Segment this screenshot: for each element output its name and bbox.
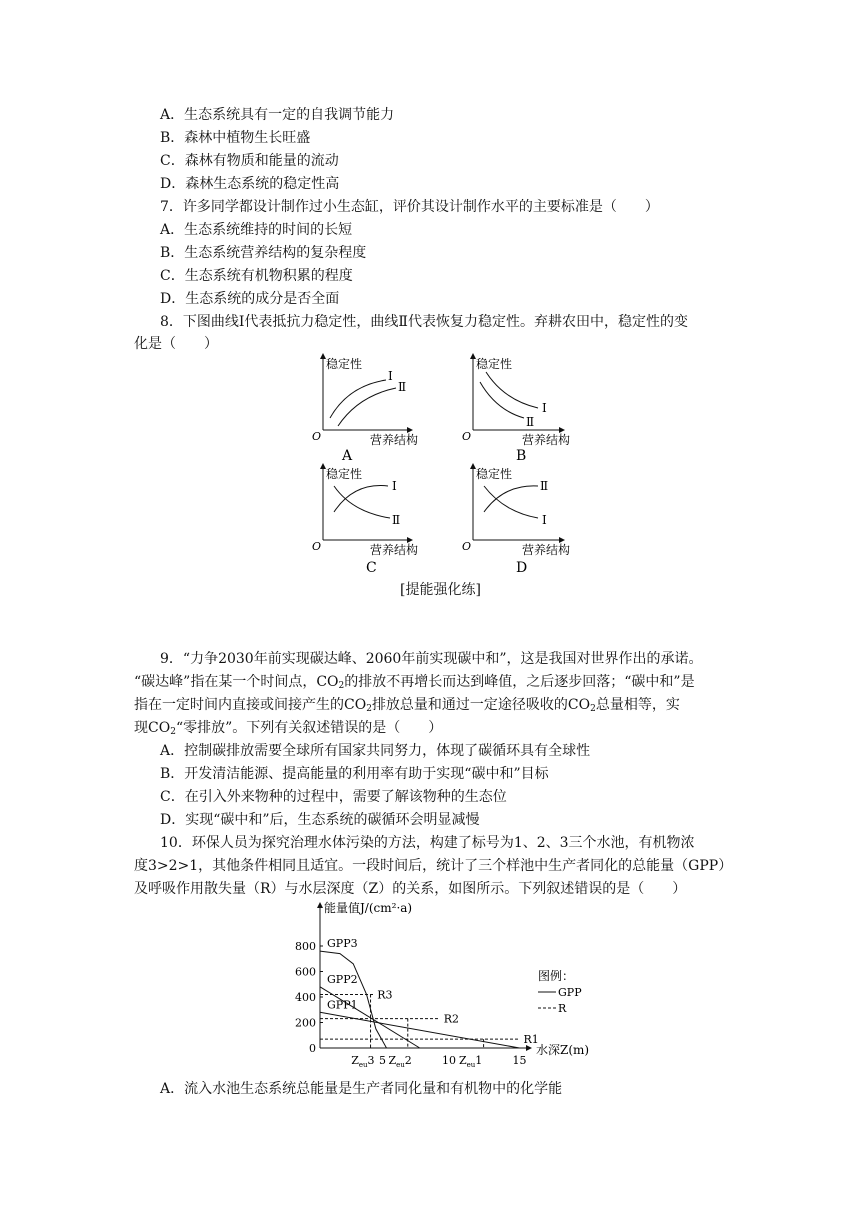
legend-label-r: R bbox=[558, 1002, 567, 1015]
graph-caption-a: A bbox=[342, 448, 353, 464]
graph-c-xlabel: 营养结构 bbox=[370, 543, 419, 557]
y-tick-label: 200 bbox=[295, 1016, 316, 1030]
q8-stem-line2: 化是（ ） bbox=[134, 336, 218, 352]
q9-line1: 9．“力争2030年前实现碳达峰、2060年前实现碳中和”，这是我国对世界作出的承诺。 bbox=[160, 651, 703, 667]
graph-a-curve1 bbox=[330, 380, 386, 418]
graph-a-label2: Ⅱ bbox=[398, 380, 407, 394]
y-axis-arrow bbox=[317, 902, 323, 908]
label-r1: R1 bbox=[523, 1033, 539, 1047]
q8-graphs bbox=[300, 352, 600, 574]
graph-d-curve2 bbox=[484, 486, 538, 512]
x-tick-label: 5 bbox=[379, 1054, 386, 1067]
x-axis-label: 水深Z(m) bbox=[536, 1043, 590, 1057]
graph-d-ylabel: 稳定性 bbox=[476, 467, 513, 481]
label-gpp3: GPP3 bbox=[327, 937, 358, 951]
series-gpp1 bbox=[320, 1012, 520, 1048]
q10-line3: 及呼吸作用散失量（R）与水层深度（Z）的关系，如图所示。下列叙述错误的是（ ） bbox=[134, 881, 687, 897]
graph-d-label1: Ⅰ bbox=[542, 513, 547, 527]
q10-line1: 10．环保人员为探究治理水体污染的方法，构建了标号为1、2、3三个水池，有机物浓 bbox=[160, 835, 695, 851]
graph-a-xlabel: 营养结构 bbox=[370, 433, 419, 447]
graph-b-label1: Ⅰ bbox=[542, 401, 547, 415]
graph-b-origin: O bbox=[462, 430, 472, 443]
legend-label-gpp: GPP bbox=[558, 986, 582, 999]
q9-option-c: C．在引入外来物种的过程中，需要了解该物种的生态位 bbox=[160, 789, 507, 805]
q6-option-a: A．生态系统具有一定的自我调节能力 bbox=[160, 107, 395, 123]
graph-b-label2: Ⅱ bbox=[526, 415, 535, 429]
graph-c-ylabel: 稳定性 bbox=[326, 467, 363, 481]
graph-b-ylabel: 稳定性 bbox=[476, 357, 513, 371]
graph-c-label1: Ⅰ bbox=[392, 479, 397, 493]
y-tick-label: 0 bbox=[309, 1042, 316, 1055]
q9-line2: “碳达峰”指在某一个时间点，$CO_2$的排放不再增长而达到峰值，之后逐步回落；“碳中和”是 bbox=[134, 674, 695, 691]
label-r3: R3 bbox=[377, 988, 393, 1002]
zeu-label: $Z_{eu}3$ bbox=[351, 1054, 375, 1069]
q7-option-b: B．生态系统营养结构的复杂程度 bbox=[160, 245, 367, 261]
graph-a-origin: O bbox=[312, 430, 322, 443]
q6-option-b: B．森林中植物生长旺盛 bbox=[160, 130, 311, 146]
q9-line4: 现$CO_2“$零排放”。下列有关叙述错误的是（ ） bbox=[134, 720, 443, 737]
graph-b-curve1 bbox=[486, 372, 538, 408]
q7-stem: 7．许多同学都设计制作过小生态缸，评价其设计制作水平的主要标准是（ ） bbox=[160, 199, 659, 215]
section-title: [提能强化练] bbox=[400, 582, 481, 598]
graph-a-ylabel: 稳定性 bbox=[326, 357, 363, 371]
graph-caption-c: C bbox=[366, 560, 377, 574]
q9-option-a: A．控制碳排放需要全球所有国家共同努力，体现了碳循环具有全球性 bbox=[160, 743, 591, 759]
graph-d-label2: Ⅱ bbox=[540, 479, 549, 493]
x-tick-label: 10 bbox=[442, 1054, 456, 1067]
q7-option-c: C．生态系统有机物积累的程度 bbox=[160, 268, 353, 284]
q10-line2: 度3>2>1，其他条件相同且适宜。一段时间后，统计了三个样池中生产者同化的总能量（GPP） bbox=[134, 858, 733, 874]
graph-d-origin: O bbox=[462, 540, 472, 553]
graph-c-label2: Ⅱ bbox=[392, 513, 401, 527]
graph-a bbox=[312, 356, 418, 447]
graph-a-curve2 bbox=[338, 388, 396, 426]
graph-caption-b: B bbox=[516, 448, 527, 464]
q9-option-b: B．开发清洁能源、提高能量的利用率有助于实现“碳中和”目标 bbox=[160, 766, 549, 782]
q8-stem-line1: 8．下图曲线Ⅰ代表抵抗力稳定性，曲线Ⅱ代表恢复力稳定性。弃耕农田中，稳定性的变 bbox=[160, 314, 688, 330]
q6-option-d: D．森林生态系统的稳定性高 bbox=[160, 176, 340, 192]
x-tick-label: 15 bbox=[512, 1054, 527, 1067]
y-tick-label: 400 bbox=[295, 991, 316, 1004]
series-gpp2 bbox=[320, 987, 420, 1048]
graph-c-curve1 bbox=[334, 486, 388, 512]
q9-line3: 指在一定时间内直接或间接产生的$CO_2$排放总量和通过一定途径吸收的$CO_2$总量相等，实 bbox=[134, 697, 680, 714]
zeu-label: $Z_{eu}1$ bbox=[458, 1054, 483, 1069]
q10-option-a: A．流入水池生态系统总能量是生产者同化量和有机物中的化学能 bbox=[160, 1081, 563, 1097]
y-tick-label: 800 bbox=[295, 940, 316, 953]
q9-option-d: D．实现“碳中和”后，生态系统的碳循环会明显减慢 bbox=[160, 812, 480, 828]
q7-option-d: D．生态系统的成分是否全面 bbox=[160, 291, 340, 307]
label-gpp1: GPP1 bbox=[327, 998, 358, 1012]
zeu-label: $Z_{eu}2$ bbox=[388, 1054, 412, 1069]
y-axis-label: 能量值J/(cm²·a) bbox=[324, 901, 413, 915]
y-tick-label: 600 bbox=[295, 965, 316, 979]
graph-a-label1: Ⅰ bbox=[388, 369, 393, 383]
q7-option-a: A．生态系统维持的时间的长短 bbox=[160, 222, 353, 238]
graph-c-origin: O bbox=[312, 540, 322, 553]
energy-chart bbox=[290, 898, 620, 1074]
graph-b-curve2 bbox=[480, 382, 524, 418]
q6-option-c: C．森林有物质和能量的流动 bbox=[160, 153, 339, 169]
legend-title: 图例： bbox=[538, 969, 575, 983]
label-r2: R2 bbox=[443, 1012, 459, 1026]
graph-d bbox=[462, 466, 570, 557]
graph-d-xlabel: 营养结构 bbox=[522, 543, 571, 557]
label-gpp2: GPP2 bbox=[327, 972, 358, 986]
graph-c bbox=[312, 466, 418, 557]
graph-b-xlabel: 营养结构 bbox=[522, 433, 571, 447]
graph-caption-d: D bbox=[516, 560, 528, 574]
graph-b bbox=[462, 356, 570, 447]
